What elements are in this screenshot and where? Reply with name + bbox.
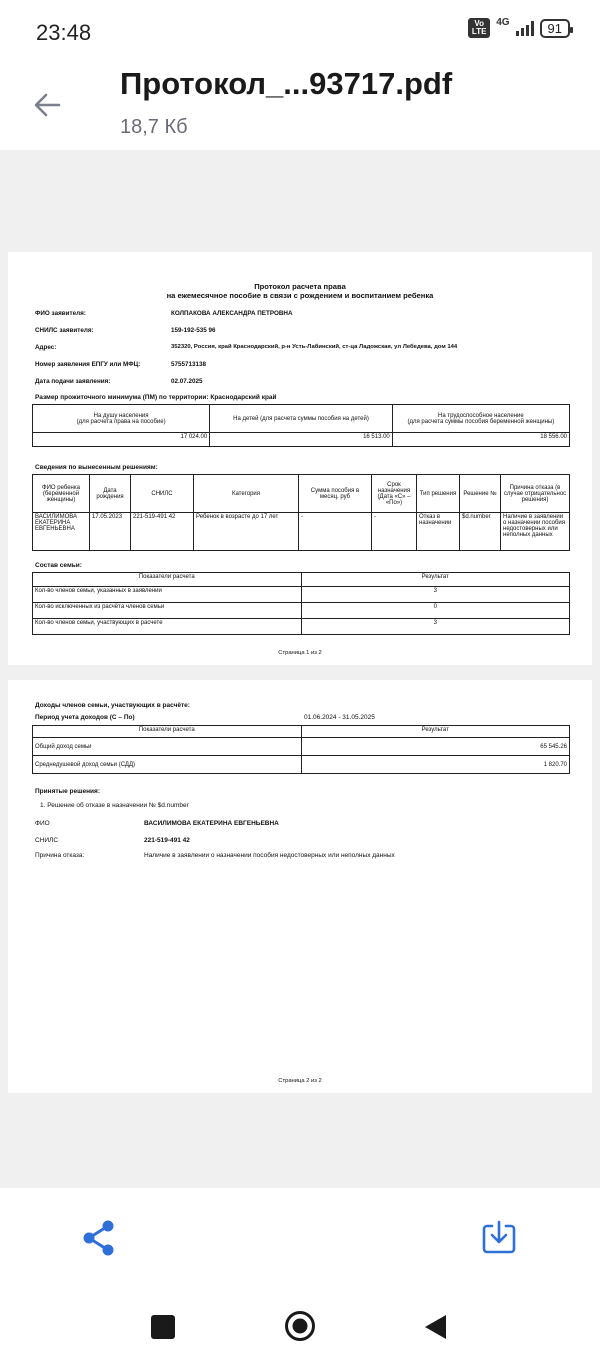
decisions-cell: 17.05.2023 — [90, 513, 131, 551]
family-value: 3 — [301, 619, 570, 635]
field-label: СНИЛС заявителя: — [35, 327, 94, 334]
decisions-header: Тип решения — [417, 475, 460, 513]
family-label: Кол-во исключенных из расчёта членов семьи — [33, 603, 302, 619]
table-row — [33, 738, 570, 756]
doc-title — [8, 282, 592, 300]
table-row — [33, 756, 570, 774]
pdf-page-1 — [8, 252, 592, 665]
field-label: Номер заявления ЕПГУ или МФЦ: — [35, 361, 141, 368]
system-nav-bar — [0, 1288, 600, 1365]
field-value: КОЛПАКОВА АЛЕКСАНДРА ПЕТРОВНА — [171, 310, 293, 317]
download-icon[interactable] — [480, 1218, 518, 1258]
doc-title-line-1: Протокол расчета права — [254, 282, 346, 291]
status-bar — [0, 0, 600, 62]
network-type: 4G — [496, 16, 510, 28]
pm-header: На детей (для расчета суммы пособия на детей) — [210, 405, 393, 433]
pm-line: Размер прожиточного минимума (ПМ) по территории: Краснодарский край — [35, 394, 277, 401]
page-number: Страница 1 из 2 — [278, 650, 322, 656]
table-row — [33, 619, 570, 635]
status-time: 23:48 — [36, 20, 92, 45]
family-value: 3 — [301, 587, 570, 603]
table-row — [33, 587, 570, 603]
pdf-page-2 — [8, 680, 592, 1093]
file-title: Протокол_...93717.pdf — [120, 66, 453, 101]
pm-value: 16 513.00 — [210, 433, 393, 447]
detail-value: Наличие в заявлении о назначении пособия недостоверных или неполных данных — [144, 852, 395, 859]
field-value: 5755713138 — [171, 361, 207, 368]
income-value: 65 545.26 — [301, 738, 570, 756]
decisions-header: Срок назначения (Дата «С» – «По») — [372, 475, 417, 513]
decisions-cell: - — [299, 513, 372, 551]
detail-label: СНИЛС — [35, 837, 59, 844]
decisions-cell: $d.number — [460, 513, 501, 551]
family-title: Состав семьи: — [35, 562, 82, 569]
detail-value: 221-519-491 42 — [144, 837, 190, 844]
family-header: Показатели расчета — [33, 573, 302, 587]
accepted-title: Принятые решения: — [35, 788, 101, 795]
page-number: Страница 2 из 2 — [278, 1078, 322, 1084]
table-row — [33, 603, 570, 619]
decisions-cell: 221-519-491 42 — [131, 513, 194, 551]
decisions-header: ФИО ребенка (беременной женщины) — [33, 475, 90, 513]
decisions-cell: - — [372, 513, 417, 551]
status-icons — [468, 18, 570, 38]
decisions-cell: Наличие в заявлении о назначении пособия недостоверных или неполных данных — [501, 513, 570, 551]
family-label: Кол-во членов семьи, указанных в заявлении — [33, 587, 302, 603]
battery-icon — [540, 19, 570, 38]
table-row — [33, 513, 570, 551]
pm-table — [32, 404, 570, 447]
decisions-title: Сведения по вынесенным решениям: — [35, 464, 158, 471]
decisions-cell: Ребенок в возрасте до 17 лет — [194, 513, 299, 551]
signal-icon — [516, 20, 534, 36]
decisions-header: Категория — [194, 475, 299, 513]
detail-value: ВАСИЛИМОВА ЕКАТЕРИНА ЕВГЕНЬЕВНА — [144, 820, 279, 827]
decisions-header: Решение № — [460, 475, 501, 513]
income-value: 1 820.70 — [301, 756, 570, 774]
income-label: Среднедушевой доход семьи (СДД) — [33, 756, 302, 774]
decisions-header: Дата рождения — [90, 475, 131, 513]
battery-level: 91 — [547, 20, 562, 36]
income-header: Показатели расчета — [33, 726, 302, 738]
detail-label: Причина отказа: — [35, 852, 85, 859]
family-table — [32, 572, 570, 635]
app-bar — [0, 62, 600, 150]
income-header: Результат — [301, 726, 570, 738]
field-value: 02.07.2025 — [171, 378, 203, 385]
field-value: 159-192-535 96 — [171, 327, 216, 334]
back-triangle-icon[interactable] — [422, 1313, 448, 1341]
field-label: Адрес: — [35, 344, 57, 351]
decisions-header: Причина отказа (в случае отрицательнос решения) — [501, 475, 570, 513]
pm-header: На трудоспособное население (для расчета суммы пособия беременной женщины) — [392, 405, 569, 433]
decisions-header: Сумма пособия в месяц, руб — [299, 475, 372, 513]
period-value: 01.06.2024 - 31.05.2025 — [304, 714, 375, 721]
family-header: Результат — [301, 573, 570, 587]
recents-icon[interactable] — [151, 1315, 175, 1339]
detail-label: ФИО — [35, 820, 50, 827]
home-icon[interactable] — [284, 1310, 316, 1342]
decisions-header: СНИЛС — [131, 475, 194, 513]
field-label: ФИО заявителя: — [35, 310, 86, 317]
pm-value: 18 556.00 — [392, 433, 569, 447]
arrow-left-icon[interactable] — [32, 90, 62, 120]
doc-title-line-2: на ежемесячное пособие в связи с рождением и воспитанием ребенка — [166, 291, 434, 300]
decisions-cell: Отказ в назначении — [417, 513, 460, 551]
income-table — [32, 725, 570, 774]
share-icon[interactable] — [80, 1218, 118, 1258]
income-label: Общий доход семьи — [33, 738, 302, 756]
volte-icon: Vo LTE — [468, 18, 490, 38]
file-size: 18,7 Кб — [120, 116, 188, 138]
decision-item: 1. Решение об отказе в назначении № $d.number — [40, 802, 189, 809]
income-title: Доходы членов семьи, участвующих в расчёте: — [35, 702, 190, 709]
decisions-table — [32, 474, 570, 551]
field-label: Дата подачи заявления: — [35, 378, 111, 385]
pdf-viewer[interactable] — [0, 150, 600, 1188]
decisions-cell: ВАСИЛИМОВА ЕКАТЕРИНА ЕВГЕНЬЕВНА — [33, 513, 90, 551]
pm-value: 17 024.00 — [33, 433, 210, 447]
family-value: 0 — [301, 603, 570, 619]
pm-header: На душу населения (для расчета права на пособие) — [33, 405, 210, 433]
action-bar — [0, 1188, 600, 1288]
field-value: 352320, Россия, край Краснодарский, р-н Усть-Лабинский, ст-ца Ладожская, ул Лебедева, дом 144 — [171, 344, 458, 350]
family-label: Кол-во членов семьи, участвующих в расчете — [33, 619, 302, 635]
period-label: Период учета доходов (С – По) — [35, 714, 135, 721]
